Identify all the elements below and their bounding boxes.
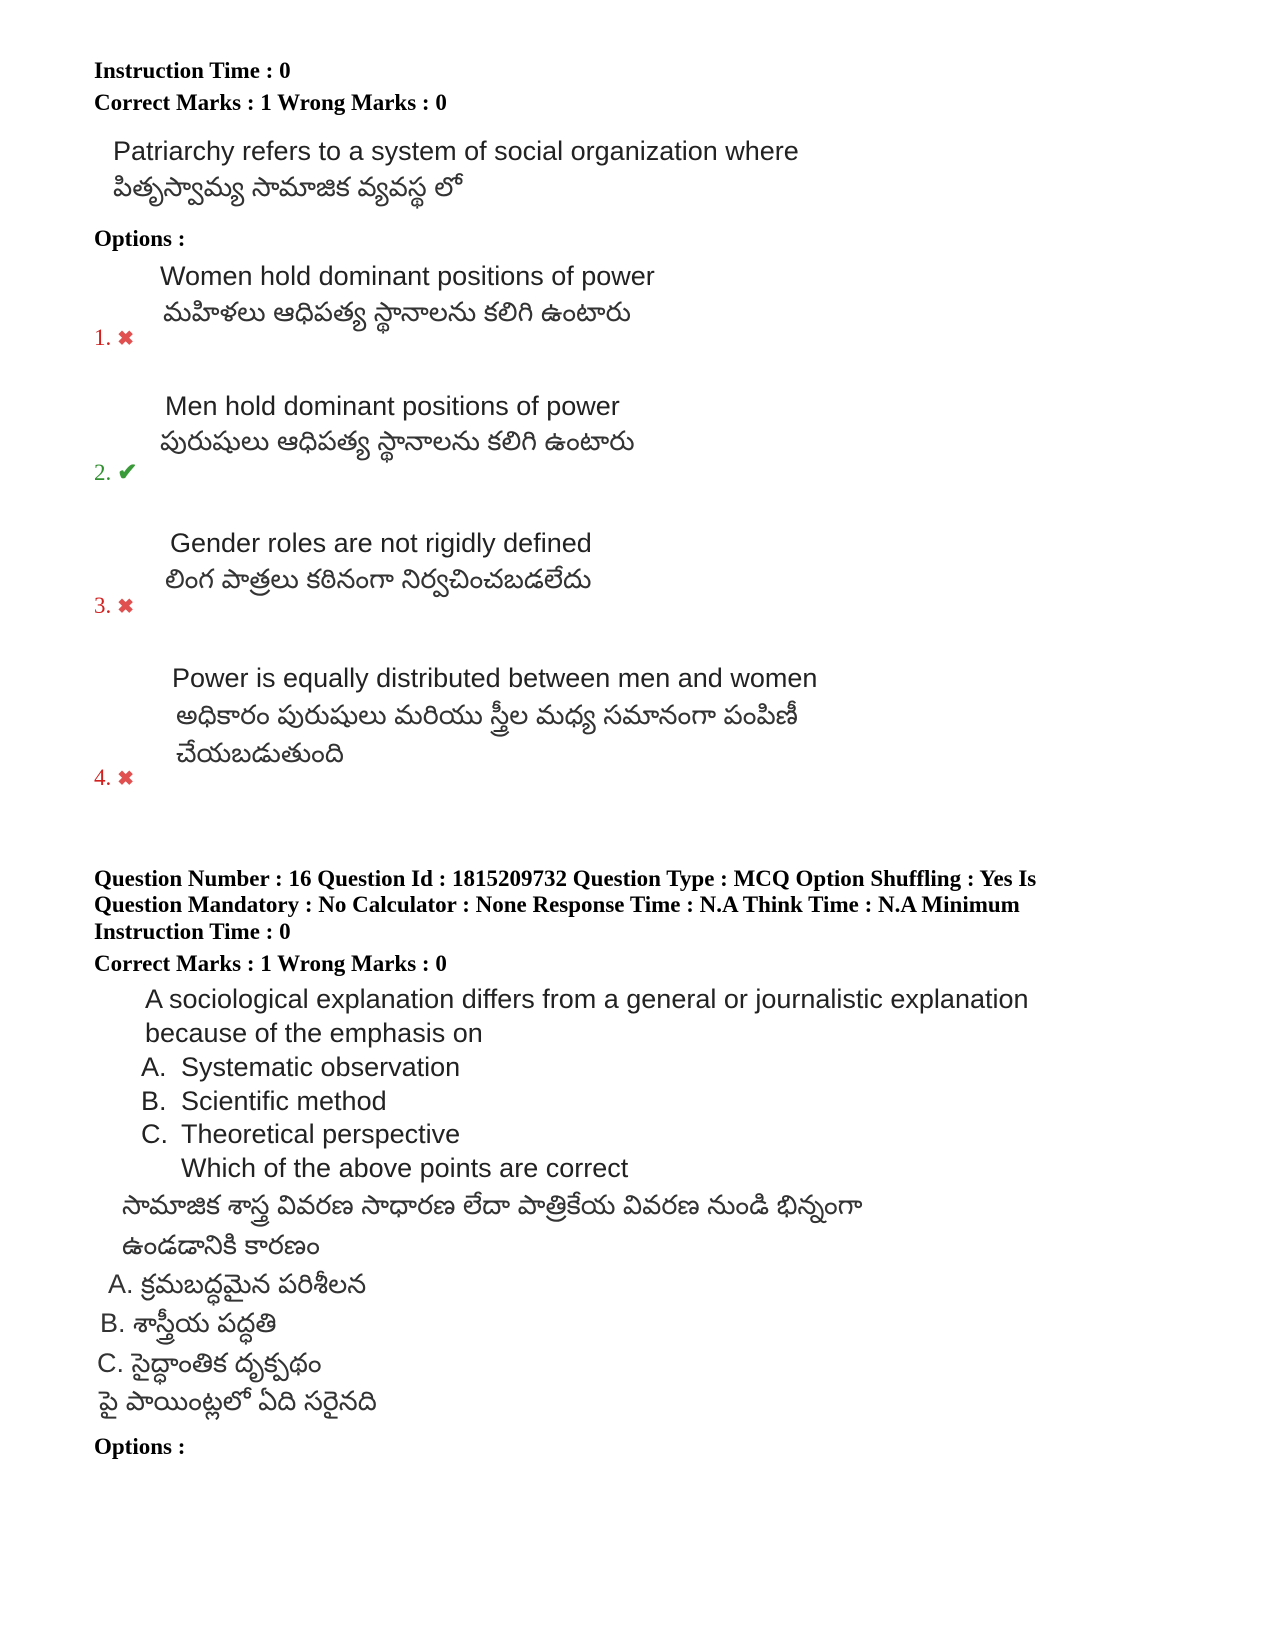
question-meta-line2: Question Mandatory : No Calculator : None Response Time : N.A Think Time : N.A Minimum — [94, 892, 1020, 917]
question-text-te: పితృస్వామ్య సామాజిక వ్యవస్థ లో — [113, 172, 463, 202]
option-3-number — [94, 593, 134, 619]
question-ask-te: పై పాయింట్లలో ఏది సరైనది — [99, 1386, 377, 1416]
option-2-text-te: పురుషులు ఆధిపత్య స్థానాలను కలిగి ఉంటారు — [160, 426, 635, 456]
point-b-en — [141, 1086, 387, 1117]
option-4-text-te-line2: చేయబడుతుంది — [176, 738, 344, 768]
option-1-number — [94, 325, 134, 351]
option-4-text-en: Power is equally distributed between men and women — [172, 663, 818, 693]
point-a-en — [141, 1052, 461, 1083]
option-3-text-en: Gender roles are not rigidly defined — [170, 528, 592, 558]
question-text-te-line1: సామాజిక శాస్త్ర వివరణ సాధారణ లేదా పాత్రికేయ వివరణ నుండి భిన్నంగా — [122, 1190, 863, 1220]
option-3-text-te: లింగ పాత్రలు కఠినంగా నిర్వచించబడలేదు — [165, 564, 592, 594]
cross-icon: ✖ — [117, 596, 135, 618]
option-2-number — [94, 458, 137, 487]
cross-icon: ✖ — [117, 768, 135, 790]
option-number: 1. — [94, 325, 112, 350]
point-b-te: B. శాస్త్రీయ పద్ధతి — [100, 1308, 277, 1338]
point-label: C. — [141, 1119, 168, 1149]
check-icon: ✔ — [117, 460, 138, 486]
question-text-en-line2: because of the emphasis on — [145, 1018, 483, 1048]
point-a-te: A. క్రమబద్ధమైన పరిశీలన — [108, 1269, 367, 1299]
point-text: Scientific method — [181, 1086, 387, 1116]
option-number: 2. — [94, 460, 112, 485]
point-c-te: C. సైద్ధాంతిక దృక్పథం — [97, 1348, 322, 1378]
instruction-time: Instruction Time : 0 — [94, 919, 291, 944]
question-ask-en: Which of the above points are correct — [181, 1153, 629, 1183]
point-label: A. — [141, 1052, 167, 1082]
point-c-en — [141, 1119, 461, 1150]
marks-info: Correct Marks : 1 Wrong Marks : 0 — [94, 951, 447, 976]
cross-icon: ✖ — [117, 328, 135, 350]
option-2-text-en: Men hold dominant positions of power — [165, 391, 620, 421]
option-number: 4. — [94, 765, 112, 790]
options-label: Options : — [94, 226, 186, 251]
option-1-text-en: Women hold dominant positions of power — [160, 261, 655, 291]
question-text-te-line2: ఉండడానికి కారణం — [122, 1230, 320, 1260]
question-text-en: Patriarchy refers to a system of social organization where — [113, 136, 799, 166]
point-label: B. — [141, 1086, 167, 1116]
instruction-time: Instruction Time : 0 — [94, 58, 291, 83]
option-number: 3. — [94, 593, 112, 618]
marks-info: Correct Marks : 1 Wrong Marks : 0 — [94, 90, 447, 115]
question-meta-line1: Question Number : 16 Question Id : 1815209732 Question Type : MCQ Option Shuffling : Yes Is — [94, 866, 1037, 891]
options-label: Options : — [94, 1434, 186, 1459]
option-4-number — [94, 765, 134, 791]
question-text-en-line1: A sociological explanation differs from a general or journalistic explanation — [145, 984, 1029, 1014]
point-text: Systematic observation — [181, 1052, 461, 1082]
point-text: Theoretical perspective — [181, 1119, 461, 1149]
option-4-text-te-line1: అధికారం పురుషులు మరియు స్త్రీల మధ్య సమానంగా పంపిణీ — [176, 700, 798, 730]
option-1-text-te: మహిళలు ఆధిపత్య స్థానాలను కలిగి ఉంటారు — [163, 297, 631, 327]
